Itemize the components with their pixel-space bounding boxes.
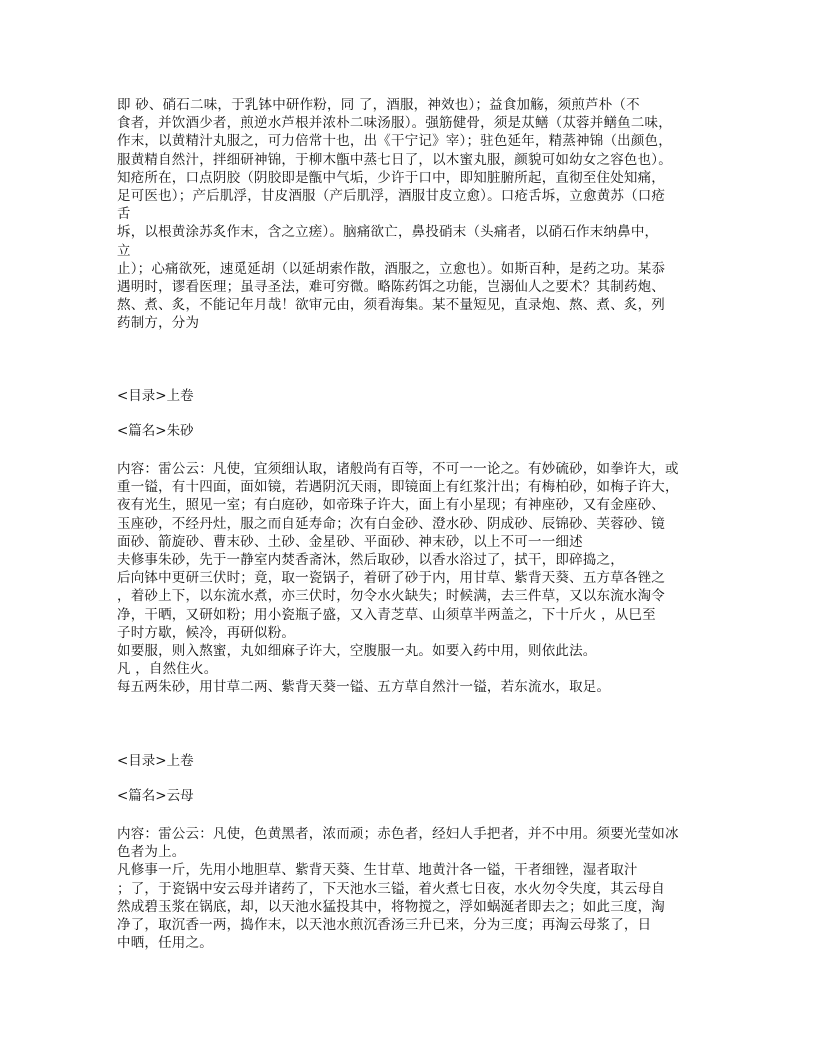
text-line: ，着砂上下，以东流水煮，亦三伏时，勿令水火缺失；时候满，去三件草，又以东流水淘令	[117, 588, 665, 605]
section-title: <篇名>朱砂	[117, 423, 194, 439]
text-line: 净了，取沉香一两，捣作末，以天池水煎沉香汤三升已来，分为三度；再淘云母浆了，日	[117, 916, 652, 933]
text-line: 熬、煮、炙，不能记年月哉！欲审元由，须看海集。某不量短见，直录炮、熬、煮、炙，列	[117, 297, 665, 314]
section-title: <篇名>云母	[117, 788, 194, 804]
text-line: 内容：雷公云：凡使，宜须细认取，诸般尚有百等，不可一一论之。有妙硫砂，如拳许大，或	[117, 461, 679, 477]
text-line: 立	[117, 242, 131, 259]
text-line: 每五两朱砂，用甘草二两、紫背天葵一镒、五方草自然汁一镒，若东流水，取足。	[117, 679, 611, 696]
text-line: 净，干晒，又研如粉；用小瓷瓶子盛，又入青芝草、山须草半两盖之，下十斤火 ，从巳至	[117, 606, 656, 623]
text-line: 重一镒，有十四面，面如镜，若遇阴沉天雨，即镜面上有红浆汁出；有梅柏砂，如梅子许大，	[117, 479, 679, 496]
text-line: 后向钵中更研三伏时；竟，取一瓷锅子，着研了砂于内，用甘草、紫背天葵、五方草各锉之	[117, 570, 665, 587]
text-line: 如要服，则入熬蜜，丸如细麻子许大，空腹服一丸。如要入药中用，则依此法。	[117, 642, 597, 659]
text-line: 止）；心痛欲死，速觅延胡（以延胡索作散，酒服之，立愈也）。如斯百种，是药之功。某忝	[117, 260, 666, 277]
text-line: 夜有光生，照见一室；有白庭砂，如帝珠子许大，面上有小星现；有神座砂，又有金座砂、	[117, 497, 665, 514]
text-line: 遇明时，谬看医理；虽寻圣法，难可穷微。略陈药饵之功能，岂溺仙人之要术？其制药炮、	[117, 278, 665, 295]
text-line: 坼，以根黄涂苏炙作末，含之立瘥）。脑痛欲亡，鼻投硝末（头痛者，以硝石作末纳鼻中，	[117, 224, 659, 241]
text-line: 夫修事朱砂，先于一静室内焚香斋沐，然后取砂，以香水浴过了，拭干，即碎捣之，	[117, 551, 624, 568]
text-line: 舌	[117, 206, 131, 223]
catalog-heading: <目录>上卷	[117, 388, 194, 404]
section-content	[117, 825, 717, 952]
text-line: 中晒，任用之。	[117, 935, 213, 952]
section-content	[117, 460, 717, 696]
text-line: 凡修事一斤，先用小地胆草、紫背天葵、生甘草、地黄汁各一镒，干者细锉，湿者取汁	[117, 862, 638, 879]
text-line: 内容：雷公云：凡使，色黄黑者，浓而顽；赤色者，经妇人手把者，并不中用。须要光莹如冰	[117, 826, 679, 842]
text-line: 玉座砂，不经丹灶，服之而自延寿命；次有白金砂、澄水砂、阴成砂、辰锦砂、芙蓉砂、镜	[117, 515, 665, 532]
text-line: 即 砂、硝石二味，于乳钵中研作粉，同 了，酒服，神效也）；益食加觞，须煎芦朴（不	[117, 97, 640, 113]
text-line: 药制方，分为	[117, 315, 200, 332]
text-line: 足可医也）；产后肌浮，甘皮酒服（产后肌浮，酒服甘皮立愈）。口疮舌坼，立愈黄苏（口疮	[117, 187, 666, 204]
text-line: 知疮所在，口点阴胶（阴胶即是甑中气垢，少许于口中，即知脏腑所起，直彻至住处知痛，	[117, 169, 665, 186]
text-line: 面砂、箭旋砂、曹末砂、土砂、金星砂、平面砂、神末砂，以上不可一一细述	[117, 533, 583, 550]
text-line: 子时方歇，候冷，再研似粉。	[117, 624, 296, 641]
intro-paragraph	[117, 96, 717, 332]
text-line: 服黄精自然汁，拌细研神锦，于柳木甑中蒸七日了，以木蜜丸服，颜貌可如幼女之容色也）。	[117, 151, 672, 168]
catalog-heading: <目录>上卷	[117, 753, 194, 769]
text-line: 色者为上。	[117, 844, 186, 861]
text-line: 作末，以黄精汁丸服之，可力倍常十也，出《干宁记》宰）；驻色延年，精蒸神锦（出颜色，	[117, 133, 672, 150]
text-line: ；了，于瓷锅中安云母并诸药了，下天池水三镒，着火煮七日夜，水火勿令失度，其云母自	[117, 880, 665, 897]
text-line: 食者，并饮酒少者，煎逆水芦根并浓朴二味汤服）。强筋健骨，须是苁鳝（苁蓉并鳝鱼二味，	[117, 115, 672, 132]
text-line: 凡 ，自然住火。	[117, 661, 218, 678]
text-line: 然成碧玉浆在锅底，却，以天池水猛投其中，将物搅之，浮如蜗涎者即去之；如此三度，淘	[117, 898, 665, 915]
